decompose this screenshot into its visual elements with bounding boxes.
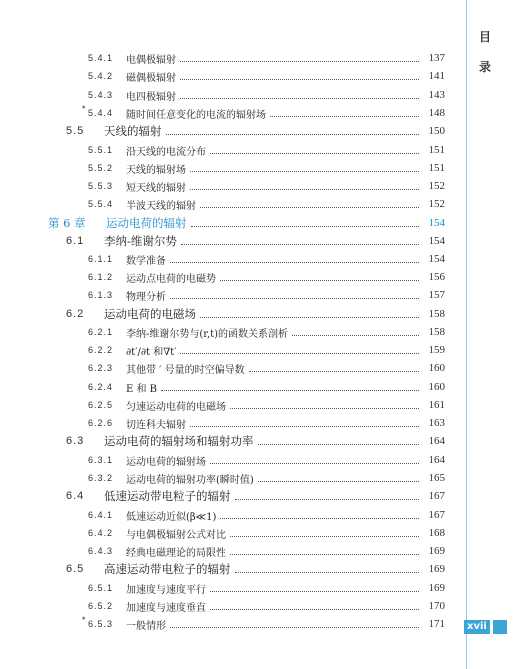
entry-number: 6.3: [66, 435, 85, 447]
entry-title: 李纳-维谢尔势: [104, 234, 177, 248]
entry-title: 加速度与速度垂直: [126, 602, 206, 614]
entry-number: 6.4: [66, 490, 85, 502]
dot-leader: [180, 353, 419, 354]
entry-number: 6.4.1: [88, 510, 114, 520]
toc-subsection-entry[interactable]: [88, 250, 445, 268]
entry-number: 5.4.2: [88, 71, 114, 81]
dot-leader: [258, 481, 419, 482]
dot-leader: [170, 627, 419, 628]
toc-section-entry[interactable]: [66, 487, 445, 505]
entry-number: 5.5.4: [88, 199, 114, 209]
entry-number: 6.1.3: [88, 290, 114, 300]
dot-leader: [230, 408, 419, 409]
entry-number: 第 6 章: [48, 216, 86, 230]
entry-number: 6.3.2: [88, 473, 114, 483]
entry-page-number: 161: [428, 399, 445, 411]
toc-subsection-entry[interactable]: [88, 378, 445, 396]
toc-subsection-entry[interactable]: [88, 506, 445, 524]
toc-subsection-entry[interactable]: [88, 159, 445, 177]
entry-page-number: 154: [428, 217, 445, 229]
entry-title: 电偶极辐射: [126, 54, 176, 66]
entry-title: 与电偶极辐射公式对比: [126, 529, 226, 541]
dot-leader: [170, 262, 419, 263]
toc-subsection-entry[interactable]: [88, 268, 445, 286]
toc-subsection-entry[interactable]: [88, 49, 445, 67]
entry-title: 天线的辐射场: [126, 164, 186, 176]
entry-title: 一般情形: [126, 620, 166, 632]
dot-leader: [235, 572, 420, 573]
entry-title: 切连科夫辐射: [126, 419, 186, 431]
entry-number: 6.1: [66, 235, 85, 247]
entry-title: 天线的辐射: [104, 124, 162, 138]
entry-number: 5.5: [66, 125, 85, 137]
entry-title: E 和 B: [126, 383, 158, 395]
dot-leader: [170, 298, 419, 299]
entry-number: 6.2.2: [88, 345, 114, 355]
entry-number: 6.3.1: [88, 455, 114, 465]
dot-leader: [258, 444, 420, 445]
dot-leader: [200, 207, 419, 208]
entry-number: 5.5.1: [88, 145, 114, 155]
dot-leader: [249, 371, 419, 372]
entry-page-number: 151: [428, 144, 445, 156]
entry-page-number: 150: [428, 125, 445, 137]
entry-title: 其他带 ′ 号量的时空偏导数: [126, 364, 245, 376]
entry-title: 低速运动近似(β≪1): [126, 511, 217, 523]
entry-page-number: 163: [428, 417, 445, 429]
entry-title: 磁偶极辐射: [126, 72, 176, 84]
entry-title: 沿天线的电流分布: [126, 146, 206, 158]
entry-page-number: 164: [428, 435, 445, 447]
dot-leader: [230, 536, 419, 537]
toc-subsection-entry[interactable]: [88, 323, 445, 341]
toc-subsection-entry[interactable]: [88, 414, 445, 432]
entry-page-number: 167: [428, 490, 445, 502]
entry-page-number: 158: [428, 308, 445, 320]
entry-title: ∂t′/∂t 和∇t′: [126, 346, 177, 358]
entry-page-number: 137: [428, 52, 445, 64]
dot-leader: [180, 79, 419, 80]
toc-section-entry[interactable]: [66, 560, 445, 578]
entry-page-number: 157: [428, 289, 445, 301]
side-title-char: 录: [478, 60, 491, 74]
toc-subsection-entry[interactable]: [82, 615, 445, 633]
dot-leader: [191, 226, 420, 227]
toc-subsection-entry[interactable]: [88, 341, 445, 359]
entry-page-number: 167: [428, 509, 445, 521]
dot-leader: [230, 554, 419, 555]
page-number-tab: [464, 620, 507, 634]
toc-subsection-entry[interactable]: [88, 195, 445, 213]
dot-leader: [161, 390, 419, 391]
entry-title: 匀速运动电荷的电磁场: [126, 401, 226, 413]
entry-number: 6.5.1: [88, 583, 114, 593]
dot-leader: [210, 609, 419, 610]
dot-leader: [270, 116, 419, 117]
entry-page-number: 164: [428, 454, 445, 466]
entry-number: 6.2: [66, 308, 85, 320]
entry-page-number: 165: [428, 472, 445, 484]
entry-page-number: 169: [428, 563, 445, 575]
toc-subsection-entry[interactable]: [82, 104, 445, 122]
entry-title: 数学准备: [126, 255, 166, 267]
toc-section-entry[interactable]: [66, 432, 445, 450]
toc-section-entry[interactable]: [66, 305, 445, 323]
entry-page-number: 152: [428, 180, 445, 192]
entry-page-number: 158: [428, 326, 445, 338]
entry-page-number: 169: [428, 582, 445, 594]
entry-title: 运动电荷的辐射功率(瞬时值): [126, 474, 254, 486]
dot-leader: [210, 463, 419, 464]
toc-subsection-entry[interactable]: [88, 524, 445, 542]
entry-title: 运动电荷的电磁场: [104, 307, 196, 321]
entry-title: 电四极辐射: [126, 91, 176, 103]
entry-page-number: 151: [428, 162, 445, 174]
toc-subsection-entry[interactable]: [88, 542, 445, 560]
entry-number: 6.4.3: [88, 546, 114, 556]
entry-page-number: 168: [428, 527, 445, 539]
entry-title: 物理分析: [126, 291, 166, 303]
dot-leader: [190, 426, 419, 427]
optional-mark: *: [82, 105, 86, 113]
toc-subsection-entry[interactable]: [88, 579, 445, 597]
entry-page-number: 154: [428, 235, 445, 247]
entry-page-number: 141: [428, 70, 445, 82]
entry-title: 高速运动带电粒子的辐射: [104, 562, 231, 576]
dot-leader: [181, 244, 419, 245]
entry-title: 李纳-维谢尔势与(r,t)的函数关系剖析: [126, 328, 289, 340]
toc-subsection-entry[interactable]: [88, 597, 445, 615]
toc-subsection-entry[interactable]: [88, 67, 445, 85]
entry-number: 5.4.3: [88, 90, 114, 100]
entry-number: 5.4.1: [88, 53, 114, 63]
dot-leader: [235, 499, 420, 500]
entry-title: 加速度与速度平行: [126, 584, 206, 596]
entry-number: 5.4.4: [88, 108, 114, 118]
entry-title: 运动点电荷的电磁势: [126, 273, 216, 285]
entry-number: 6.2.5: [88, 400, 114, 410]
entry-number: 5.5.2: [88, 163, 114, 173]
entry-page-number: 160: [428, 362, 445, 374]
entry-number: 5.5.3: [88, 181, 114, 191]
toc-subsection-entry[interactable]: [88, 469, 445, 487]
entry-number: 6.5.2: [88, 601, 114, 611]
dot-leader: [190, 189, 419, 190]
toc-subsection-entry[interactable]: [88, 451, 445, 469]
entry-title: 随时间任意变化的电流的辐射场: [126, 109, 266, 121]
entry-title: 运动电荷的辐射场: [126, 456, 206, 468]
toc-chapter-entry[interactable]: [48, 214, 445, 232]
dot-leader: [166, 134, 420, 135]
entry-number: 6.4.2: [88, 528, 114, 538]
entry-title: 经典电磁理论的局限性: [126, 547, 226, 559]
entry-title: 半波天线的辐射: [126, 200, 196, 212]
entry-number: 6.2.3: [88, 363, 114, 373]
entry-number: 6.5.3: [88, 619, 114, 629]
toc-section-entry[interactable]: [66, 232, 445, 250]
entry-title: 低速运动带电粒子的辐射: [104, 489, 231, 503]
toc-subsection-entry[interactable]: [88, 396, 445, 414]
contents-side-title: [473, 22, 497, 82]
dot-leader: [220, 280, 419, 281]
toc-subsection-entry[interactable]: [88, 177, 445, 195]
toc-section-entry[interactable]: [66, 122, 445, 140]
dot-leader: [180, 98, 419, 99]
entry-page-number: 156: [428, 271, 445, 283]
entry-page-number: 170: [428, 600, 445, 612]
margin-rule: [466, 0, 467, 669]
dot-leader: [220, 518, 419, 519]
entry-page-number: 154: [428, 253, 445, 265]
toc-subsection-entry[interactable]: [88, 359, 445, 377]
dot-leader: [210, 153, 419, 154]
entry-number: 6.2.6: [88, 418, 114, 428]
page-number: xvii: [464, 620, 490, 634]
dot-leader: [210, 591, 419, 592]
entry-page-number: 169: [428, 545, 445, 557]
dot-leader: [200, 317, 419, 318]
toc-subsection-entry[interactable]: [88, 286, 445, 304]
entry-page-number: 171: [428, 618, 445, 630]
entry-title: 运动电荷的辐射场和辐射功率: [104, 434, 254, 448]
dot-leader: [190, 171, 419, 172]
dot-leader: [292, 335, 419, 336]
entry-number: 6.2.4: [88, 382, 114, 392]
entry-number: 6.1.2: [88, 272, 114, 282]
entry-page-number: 160: [428, 381, 445, 393]
entry-title: 运动电荷的辐射: [106, 216, 187, 230]
entry-page-number: 148: [428, 107, 445, 119]
entry-number: 6.1.1: [88, 254, 114, 264]
optional-mark: *: [82, 616, 86, 624]
dot-leader: [180, 61, 419, 62]
toc-subsection-entry[interactable]: [88, 141, 445, 159]
entry-page-number: 152: [428, 198, 445, 210]
entry-number: 6.2.1: [88, 327, 114, 337]
page-tab-block: [493, 620, 507, 634]
entry-number: 6.5: [66, 563, 85, 575]
toc-subsection-entry[interactable]: [88, 86, 445, 104]
entry-page-number: 143: [428, 89, 445, 101]
entry-title: 短天线的辐射: [126, 182, 186, 194]
entry-page-number: 159: [428, 344, 445, 356]
side-title-char: 目: [478, 30, 491, 44]
